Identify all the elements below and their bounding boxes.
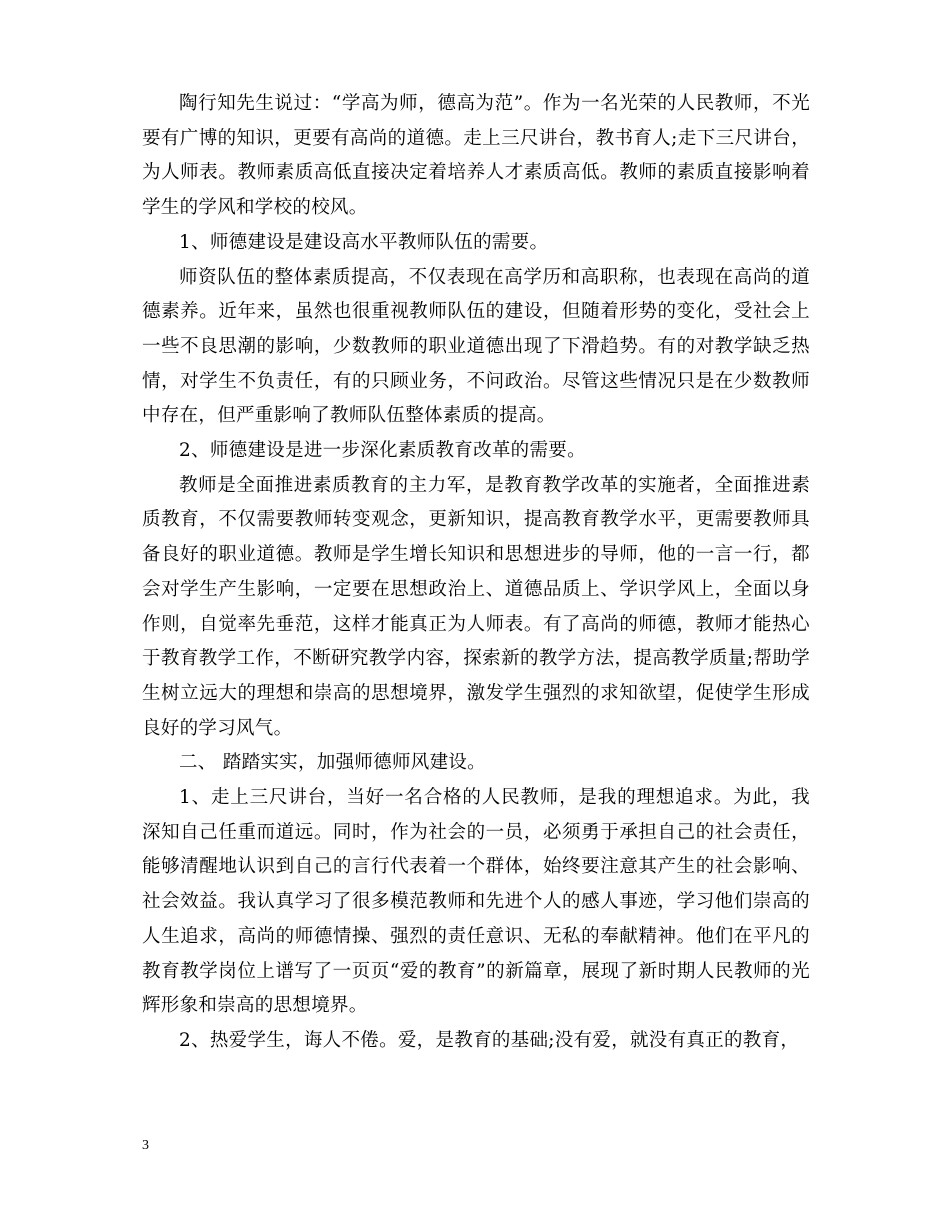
heading-point-1: 1、师德建设是建设高水平教师队伍的需要。 — [179, 231, 549, 253]
paragraph-ideal-pursuit: 1、走上三尺讲台，当好一名合格的人民教师，是我的理想追求。为此，我深知自己任重而道远。同时，作为社会的一员，必须勇于承担自己的社会责任，能够清醒地认识到自己的言行代表着一个群体，始终要注意其产生的社会影响、社会效益。我认真学习了很多模范教师和先进个人的感人事迹，学习他们崇高的人生追求，高尚的师德情操、强烈的责任意识、无私的奉献精神。他们在平凡的教育教学岗位上谱写了一页页“爱的教育”的新篇章，展现了新时期人民教师的光辉形象和崇高的思想境界。 — [142, 787, 810, 1017]
heading-point-2: 2、师德建设是进一步深化素质教育改革的需要。 — [179, 440, 586, 462]
page-number: 3 — [142, 1138, 149, 1153]
section-heading-two: 二、 踏踏实实，加强师德师风建设。 — [179, 752, 486, 774]
paragraph-love-students: 2、热爱学生，诲人不倦。爱，是教育的基础;没有爱，就没有真正的教育， — [179, 1029, 800, 1051]
paragraph-intro: 陶行知先生说过：“学高为师，德高为范”。作为一名光荣的人民教师，不光要有广博的知识，更要有高尚的道德。走上三尺讲台，教书育人;走下三尺讲台，为人师表。教师素质高低直接决定着培养人才素质高低。教师的素质直接影响着学生的学风和学校的校风。 — [142, 93, 810, 219]
paragraph-teacher-quality: 师资队伍的整体素质提高，不仅表现在高学历和高职称，也表现在高尚的道德素养。近年来，虽然也很重视教师队伍的建设，但随着形势的变化，受社会上一些不良思潮的影响，少数教师的职业道德出现了下滑趋势。有的对教学缺乏热情，对学生不负责任，有的只顾业务，不问政治。尽管这些情况只是在少数教师中存在，但严重影响了教师队伍整体素质的提高。 — [142, 266, 810, 427]
document-body — [142, 87, 810, 1059]
paragraph-quality-education: 教师是全面推进素质教育的主力军，是教育教学改革的实施者，全面推进素质教育，不仅需要教师转变观念，更新知识，提高教育教学水平，更需要教师具备良好的职业道德。教师是学生增长知识和思想进步的导师，他的一言一行，都会对学生产生影响，一定要在思想政治上、道德品质上、学识学风上，全面以身作则，自觉率先垂范，这样才能真正为人师表。有了高尚的师德，教师才能热心于教育教学工作，不断研究教学内容，探索新的教学方法，提高教学质量;帮助学生树立远大的理想和崇高的思想境界，激发学生强烈的求知欲望，促使学生形成良好的学习风气。 — [142, 474, 810, 739]
